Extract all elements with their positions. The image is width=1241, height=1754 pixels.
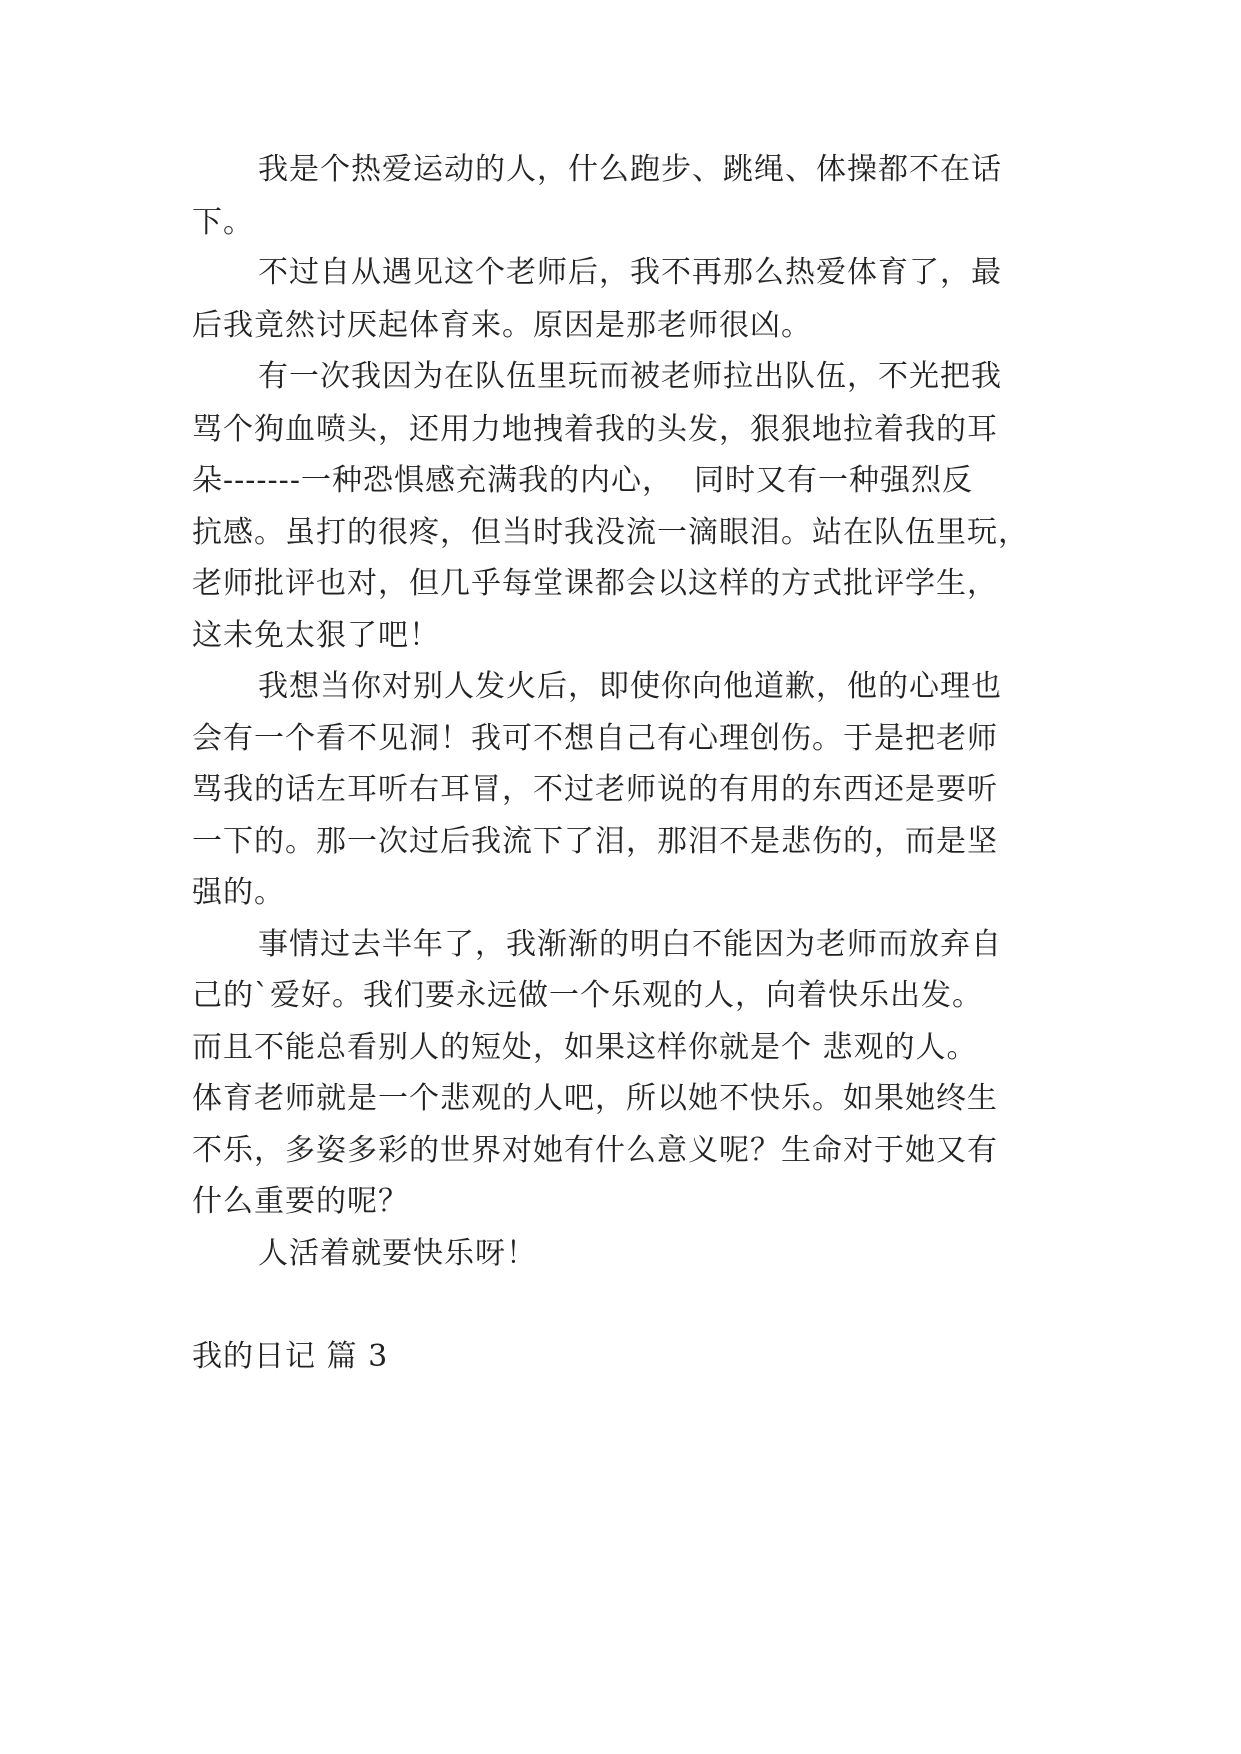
paragraph-line: 事情过去半年了，我渐渐的明白不能因为老师而放弃自 <box>258 927 1002 962</box>
paragraph-line: 人活着就要快乐呀！ <box>258 1236 537 1271</box>
paragraph-line: 骂个狗血喷头，还用力地拽着我的头发，狠狠地拉着我的耳 <box>192 412 998 447</box>
paragraph-line: 强的。 <box>192 875 285 910</box>
paragraph-line: 老师批评也对，但几乎每堂课都会以这样的方式批评学生， <box>192 566 998 601</box>
paragraph-line: 有一次我因为在队伍里玩而被老师拉出队伍，不光把我 <box>258 359 1002 394</box>
paragraph-line: 什么重要的呢？ <box>192 1184 409 1219</box>
paragraph-line: 体育老师就是一个悲观的人吧，所以她不快乐。如果她终生 <box>192 1081 998 1116</box>
paragraph-line: 骂我的话左耳听右耳冒，不过老师说的有用的东西还是要听 <box>192 772 998 807</box>
paragraph-line: 己的`爱好。我们要永远做一个乐观的人，向着快乐出发。 <box>192 978 983 1013</box>
paragraph-line: 朵-------一种恐惧感充满我的内心， 同时又有一种强烈反 <box>192 463 974 498</box>
section-heading: 我的日记 篇 3 <box>192 1339 389 1374</box>
paragraph-line: 我想当你对别人发火后，即使你向他道歉，他的心理也 <box>258 669 1002 704</box>
paragraph-line: 抗感。虽打的很疼，但当时我没流一滴眼泪。站在队伍里玩， <box>192 515 1029 550</box>
paragraph-line: 后我竟然讨厌起体育来。原因是那老师很凶。 <box>192 308 812 343</box>
paragraph-line: 我是个热爱运动的人，什么跑步、跳绳、体操都不在话 <box>258 152 1002 187</box>
paragraph-line: 一下的。那一次过后我流下了泪，那泪不是悲伤的，而是坚 <box>192 824 998 859</box>
paragraph-line: 不过自从遇见这个老师后，我不再那么热爱体育了，最 <box>258 255 1002 290</box>
paragraph-line: 而且不能总看别人的短处，如果这样你就是个 悲观的人。 <box>192 1030 978 1065</box>
paragraph-line: 这未免太狠了吧！ <box>192 618 440 653</box>
paragraph-line: 不乐，多姿多彩的世界对她有什么意义呢？生命对于她又有 <box>192 1133 998 1168</box>
paragraph-line: 下。 <box>192 205 254 240</box>
paragraph-line: 会有一个看不见洞！我可不想自己有心理创伤。于是把老师 <box>192 721 998 756</box>
